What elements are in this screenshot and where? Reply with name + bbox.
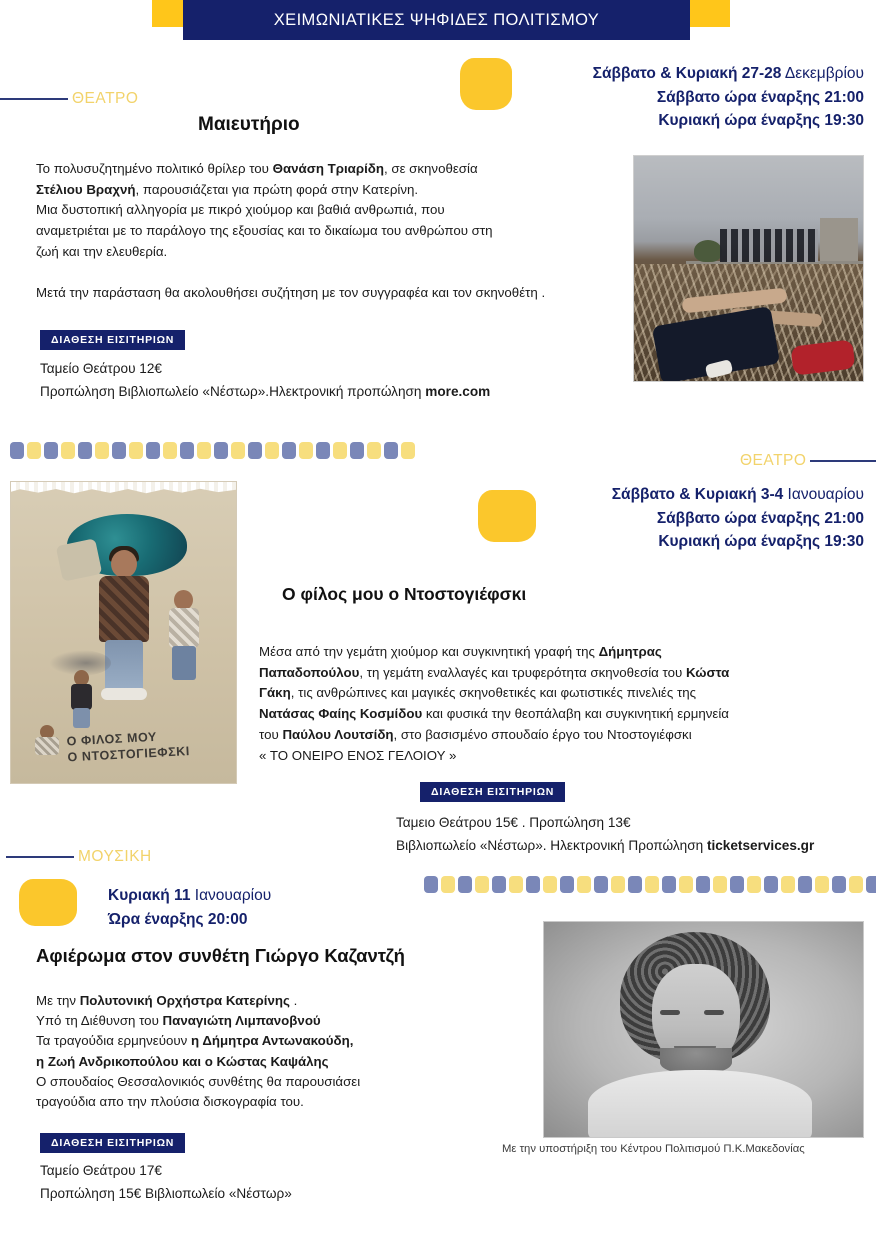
figure-torso-shape	[169, 608, 199, 648]
divider-dot	[384, 442, 398, 459]
event-date-line-2: Σάββατο ώρα έναρξης 21:00	[656, 88, 864, 106]
divider-dot	[832, 876, 846, 893]
page-title-banner	[183, 0, 690, 40]
text-line: Υπό τη Διέθυνση του Παναγιώτη Λιμπανοβνού	[36, 1013, 321, 1029]
divider-dot	[350, 442, 364, 459]
event-poster-dostoevsky	[10, 481, 237, 784]
divider-dot	[214, 442, 228, 459]
text-line	[36, 263, 606, 284]
divider-dot	[849, 876, 863, 893]
divider-dot	[594, 876, 608, 893]
poster-title-line-1: Ο ΦΙΛΟΣ ΜΟΥ	[66, 729, 158, 749]
text-line: Νατάσας Φαίης Κοσμίδου και φυσικά την θεοπάλαβη και συγκινητική ερμηνεία	[259, 706, 729, 722]
divider-dot	[475, 876, 489, 893]
text-line: Γάκη, τις ανθρώπινες και μαγικές σκηνοθετικές και φωτιστικές πινελιές της	[259, 685, 696, 701]
text-line: Παπαδοπούλου, τη γεμάτη εναλλαγές και τρυφερότητα σκηνοθεσία του Κώστα	[259, 664, 730, 680]
divider-dot	[730, 876, 744, 893]
photo-support-caption: Με την υποστήριξη του Κέντρου Πολιτισμού Π.Κ.Μακεδονίας	[502, 1143, 805, 1155]
category-label-text: ΜΟΥΣΙΚΗ	[78, 848, 152, 865]
divider-dot	[662, 876, 676, 893]
event-description-1	[36, 159, 606, 304]
divider-dot	[560, 876, 574, 893]
event-photo-composer	[543, 921, 864, 1138]
divider-dot	[401, 442, 415, 459]
text-line: Μετά την παράσταση θα ακολουθήσει συζήτηση με τον συγγραφέα και τον σκηνοθέτη .	[36, 285, 546, 301]
event-description-2	[259, 642, 871, 766]
divider-dot	[95, 442, 109, 459]
text-line: Μια δυστοπική αλληγορία με πικρό χιούμορ και βαθιά ανθρωπιά, που	[36, 202, 445, 218]
event-date-block-3	[108, 884, 271, 931]
figure-shoe-shape	[101, 688, 147, 700]
tickets-badge-1-wrap	[40, 330, 185, 350]
category-rule-icon	[0, 98, 68, 100]
event-date-block-1	[520, 62, 864, 133]
banner-title-text: ΧΕΙΜΩΝΙΑΤΙΚΕΣ ΨΗΦΙΔΕΣ ΠΟΛΙΤΙΣΜΟΥ	[273, 10, 600, 29]
divider-dot	[333, 442, 347, 459]
poster-title-text	[66, 726, 237, 766]
figure-head-shape	[174, 590, 193, 610]
figure-torso-shape	[35, 737, 59, 755]
decorative-divider-2	[424, 876, 876, 893]
text-line: ζωή και την ελευθερία.	[36, 243, 168, 259]
event-description-3	[36, 991, 536, 1112]
divider-dot	[61, 442, 75, 459]
event-title-3: Αφιέρωμα στον συνθέτη Γιώργο Καζαντζή	[36, 945, 405, 966]
category-label-text: ΘΕΑΤΡΟ	[72, 90, 139, 107]
tickets-badge-2: ΔΙΑΘΕΣΗ ΕΙΣΙΤΗΡΙΩΝ	[420, 782, 565, 802]
text-line: Ο σπουδαίος Θεσσαλονικιός συνθέτης θα παρουσιάσει	[36, 1073, 361, 1089]
divider-dot	[577, 876, 591, 893]
date-accent-blob-1	[460, 58, 512, 110]
text-line: Το πολυσυζητημένο πολιτικό θρίλερ του Θανάση Τριαρίδη, σε σκηνοθεσία	[36, 161, 478, 176]
event-date-line-3: Κυριακή ώρα έναρξης 19:30	[658, 533, 864, 551]
divider-dot	[282, 442, 296, 459]
event-date-block-2	[540, 483, 864, 554]
divider-dot	[679, 876, 693, 893]
category-label-text: ΘΕΑΤΡΟ	[740, 452, 807, 469]
text-line: Ταμείο Θεάτρου 12€	[40, 361, 162, 376]
event-date-line-1: Κυριακή 11 Ιανουαρίου	[108, 887, 272, 904]
poster-title-line-2: Ο ΝΤΟΣΤΟΓΙΕΦΣΚΙ	[67, 743, 191, 765]
tickets-badge-3: ΔΙΑΘΕΣΗ ΕΙΣΙΤΗΡΙΩΝ	[40, 1133, 185, 1153]
portrait-eye-left-shape	[660, 1010, 680, 1015]
date-accent-blob-2	[478, 490, 536, 542]
figure-small-shape	[69, 670, 95, 726]
tickets-badge-2-wrap	[420, 782, 565, 802]
text-line: Μέσα από την γεμάτη χιούμορ και συγκινητική γραφή της Δήμητρας	[259, 644, 662, 659]
divider-dot	[458, 876, 472, 893]
text-line: Ταμείο Θεάτρου 17€	[40, 1163, 162, 1178]
divider-dot	[180, 442, 194, 459]
text-line: Τα τραγούδια ερμηνεύουν η Δήμητρα Αντωνακούδη,	[36, 1033, 354, 1049]
banner-accent-right	[690, 0, 730, 27]
divider-dot	[866, 876, 876, 893]
event-title-1: Μαιευτήριο	[198, 114, 300, 135]
event-date-line-1: Σάββατο & Κυριακή 3-4 Ιανουαρίου	[611, 486, 864, 503]
crowd-figures-shape	[720, 229, 818, 262]
divider-dot	[163, 442, 177, 459]
divider-dot	[197, 442, 211, 459]
divider-dot	[798, 876, 812, 893]
divider-dot	[526, 876, 540, 893]
divider-dot	[112, 442, 126, 459]
divider-dot	[509, 876, 523, 893]
text-line: Βιβλιοπωλείο «Νέστωρ». Ηλεκτρονική Προπώληση ticketservices.gr	[396, 837, 815, 853]
tickets-info-1	[40, 358, 610, 404]
category-rule-icon	[810, 460, 876, 462]
figure-head-shape	[111, 550, 137, 578]
divider-dot	[316, 442, 330, 459]
bush-shape	[694, 240, 722, 262]
text-line: Με την Πολυτονική Ορχήστρα Κατερίνης .	[36, 993, 298, 1008]
divider-dot	[248, 442, 262, 459]
tickets-badge-1: ΔΙΑΘΕΣΗ ΕΙΣΙΤΗΡΙΩΝ	[40, 330, 185, 350]
divider-dot	[299, 442, 313, 459]
figure-legs-shape	[73, 708, 90, 728]
divider-dot	[696, 876, 710, 893]
divider-dot	[367, 442, 381, 459]
portrait-shirt-shape	[588, 1070, 812, 1138]
divider-dot	[27, 442, 41, 459]
divider-dot	[764, 876, 778, 893]
divider-dot	[424, 876, 438, 893]
event-date-line-3: Κυριακή ώρα έναρξης 19:30	[658, 112, 864, 130]
text-line: « ΤΟ ΟΝΕΙΡΟ ΕΝΟΣ ΓΕΛΟΙΟΥ »	[259, 747, 457, 763]
text-line: Στέλιου Βραχνή, παρουσιάζεται για πρώτη φορά στην Κατερίνη.	[36, 181, 419, 197]
figure-legs-shape	[172, 646, 196, 680]
date-accent-blob-3	[19, 879, 77, 926]
divider-dot	[628, 876, 642, 893]
divider-dot	[44, 442, 58, 459]
figure-legs-shape	[105, 640, 143, 692]
divider-dot	[645, 876, 659, 893]
divider-dot	[231, 442, 245, 459]
text-line: Ταμειο Θεάτρου 15€ . Προπώληση 13€	[396, 815, 631, 830]
tickets-info-2	[396, 812, 874, 858]
category-label-music	[6, 848, 152, 866]
event-title-2: Ο φίλος μου ο Ντοστογιέφσκι	[282, 584, 527, 604]
text-line: τραγούδια απο την πλούσια δισκογραφία του.	[36, 1094, 304, 1110]
divider-dot	[265, 442, 279, 459]
figure-right-shape	[167, 590, 201, 682]
divider-dot	[146, 442, 160, 459]
decorative-divider-1	[10, 442, 415, 459]
text-line: η Ζωή Ανδρικοπούλου και ο Κώστας Καψάλης	[36, 1053, 329, 1069]
bridge-pier-shape	[820, 218, 858, 266]
divider-dot	[441, 876, 455, 893]
divider-dot	[10, 442, 24, 459]
text-line: Προπώληση Βιβλιοπωλείο «Νέστωρ».Ηλεκτρονική προπώληση more.com	[40, 383, 491, 399]
divider-dot	[78, 442, 92, 459]
divider-dot	[543, 876, 557, 893]
divider-dot	[747, 876, 761, 893]
figure-main-shape	[93, 550, 155, 700]
text-line: Προπώληση 15€ Βιβλιοπωλείο «Νέστωρ»	[40, 1185, 292, 1201]
text-line: αναμετριέται με το παράλογο της εξουσίας και το δικαίωμα του ανθρώπου στη	[36, 223, 493, 239]
divider-dot	[129, 442, 143, 459]
divider-dot	[611, 876, 625, 893]
portrait-eye-right-shape	[704, 1010, 724, 1015]
event-date-line-2: Ώρα έναρξης 20:00	[108, 910, 248, 928]
torn-paper-edge-shape	[11, 482, 236, 496]
event-photo-maieutirio	[633, 155, 864, 382]
divider-dot	[492, 876, 506, 893]
divider-dot	[781, 876, 795, 893]
event-date-line-1: Σάββατο & Κυριακή 27-28 Δεκεμβρίου	[592, 65, 864, 82]
category-label-theatre-2	[740, 452, 876, 470]
tickets-badge-3-wrap	[40, 1133, 185, 1153]
divider-dot	[815, 876, 829, 893]
tickets-info-3	[40, 1160, 460, 1206]
category-rule-icon	[6, 856, 74, 858]
figure-torso-shape	[99, 576, 149, 642]
divider-dot	[713, 876, 727, 893]
event-date-line-2: Σάββατο ώρα έναρξης 21:00	[656, 509, 864, 527]
category-label-theatre-1	[0, 90, 138, 108]
figure-seated-shape	[33, 725, 61, 755]
text-line: του Παύλου Λουτσίδη, στο βασισμένο σπουδαίο έργο του Ντοστογιέφσκι	[259, 726, 692, 742]
figure-torso-shape	[71, 684, 92, 710]
